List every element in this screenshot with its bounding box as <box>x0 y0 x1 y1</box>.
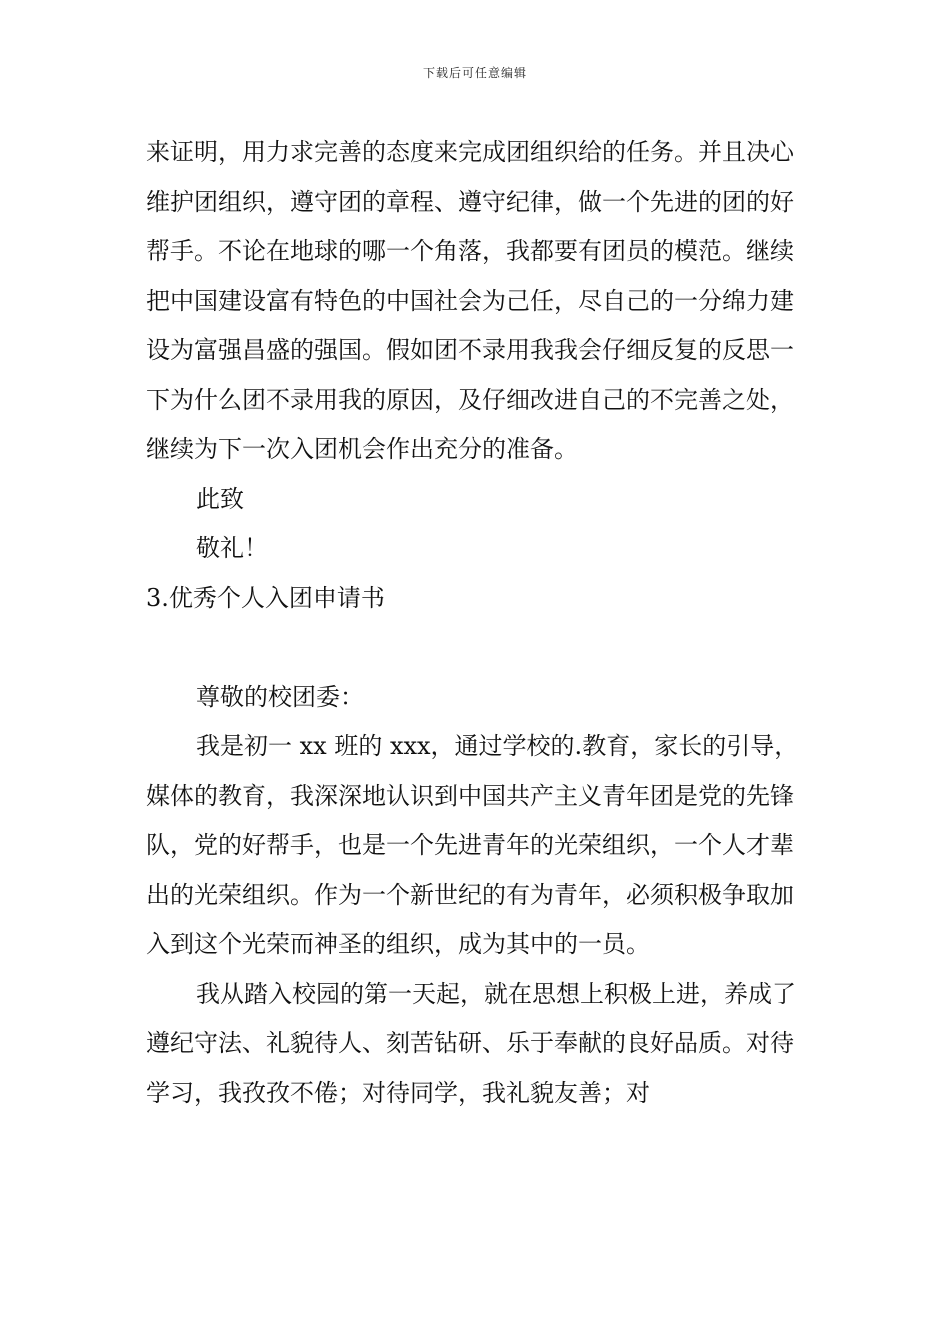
paragraph-continued: 来证明，用力求完善的态度来完成团组织给的任务。并且决心维护团组织，遵守团的章程、遵守纪律，做一个先进的团的好帮手。不论在地球的哪一个角落，我都要有团员的模范。继续把中国建设富有特色的中国社会为己任，尽自己的一分绵力建设为富强昌盛的强国。假如团不录用我我会仔细反复的反思一下为什么团不录用我的原因，及仔细改进自己的不完善之处，继续为下一次入团机会作出充分的准备。 <box>146 138 794 463</box>
paragraph-1: 我是初一 xx 班的 xxx，通过学校的.教育，家长的引导，媒体的教育，我深深地认识到中国共产主义青年团是党的先锋队，党的好帮手，也是一个先进青年的光荣组织，一个人才辈出的光荣组织。作为一个新世纪的有为青年，必须积极争取加入到这个光荣而神圣的组织，成为其中的一员。 <box>146 732 799 958</box>
paragraph-2: 我从踏入校园的第一天起，就在思想上积极上进，养成了遵纪守法、礼貌待人、刻苦钻研、乐于奉献的良好品质。对待学习，我孜孜不倦；对待同学，我礼貌友善；对 <box>146 979 796 1107</box>
closing-line-2: 敬礼！ <box>196 534 268 562</box>
salutation: 尊敬的校团委： <box>196 682 364 711</box>
closing-line-1: 此致 <box>196 484 244 513</box>
document-body <box>146 128 816 1118</box>
blank-line <box>146 623 816 673</box>
section-title: 3.优秀个人入团申请书 <box>146 583 385 612</box>
header-note: 下载后可任意编辑 <box>422 66 527 80</box>
